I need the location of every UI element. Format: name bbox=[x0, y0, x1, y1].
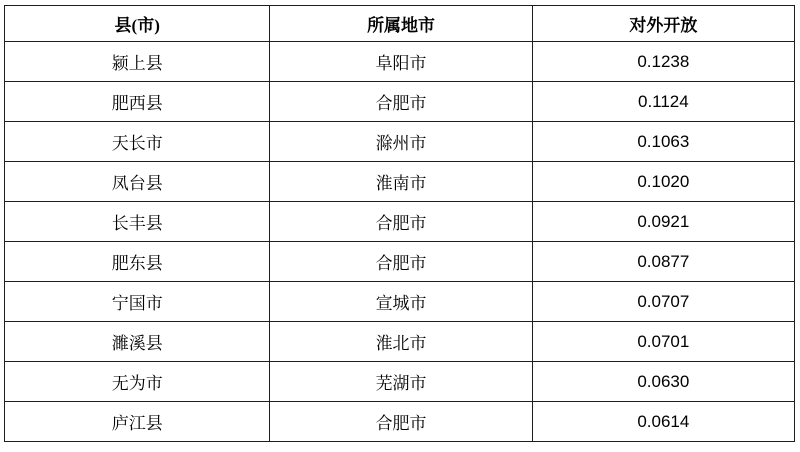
table-row bbox=[5, 162, 795, 202]
value-cell: 0.1063 bbox=[532, 122, 794, 162]
city-cell: 滁州市 bbox=[270, 122, 532, 162]
city-cell: 合肥市 bbox=[270, 82, 532, 122]
table-row bbox=[5, 242, 795, 282]
table-row bbox=[5, 122, 795, 162]
county-cell: 天长市 bbox=[5, 122, 270, 162]
city-cell: 合肥市 bbox=[270, 202, 532, 242]
city-cell: 宣城市 bbox=[270, 282, 532, 322]
county-cell: 濉溪县 bbox=[5, 322, 270, 362]
county-cell: 颍上县 bbox=[5, 42, 270, 82]
value-cell: 0.0701 bbox=[532, 322, 794, 362]
county-cell: 肥东县 bbox=[5, 242, 270, 282]
city-cell: 芜湖市 bbox=[270, 362, 532, 402]
table-row bbox=[5, 322, 795, 362]
value-cell: 0.0707 bbox=[532, 282, 794, 322]
table-row bbox=[5, 282, 795, 322]
value-cell: 0.0921 bbox=[532, 202, 794, 242]
county-cell: 凤台县 bbox=[5, 162, 270, 202]
value-cell: 0.0630 bbox=[532, 362, 794, 402]
openness-table bbox=[4, 5, 795, 442]
city-cell: 阜阳市 bbox=[270, 42, 532, 82]
header-county: 县(市) bbox=[5, 6, 270, 42]
table-row bbox=[5, 82, 795, 122]
header-openness: 对外开放 bbox=[532, 6, 794, 42]
value-cell: 0.1020 bbox=[532, 162, 794, 202]
county-cell: 无为市 bbox=[5, 362, 270, 402]
table-row bbox=[5, 362, 795, 402]
city-cell: 淮北市 bbox=[270, 322, 532, 362]
county-cell: 肥西县 bbox=[5, 82, 270, 122]
value-cell: 0.1124 bbox=[532, 82, 794, 122]
table-row bbox=[5, 42, 795, 82]
table-row bbox=[5, 202, 795, 242]
table-row bbox=[5, 402, 795, 442]
city-cell: 淮南市 bbox=[270, 162, 532, 202]
county-cell: 庐江县 bbox=[5, 402, 270, 442]
value-cell: 0.0877 bbox=[532, 242, 794, 282]
header-row bbox=[5, 6, 795, 42]
county-cell: 长丰县 bbox=[5, 202, 270, 242]
header-city: 所属地市 bbox=[270, 6, 532, 42]
value-cell: 0.1238 bbox=[532, 42, 794, 82]
county-cell: 宁国市 bbox=[5, 282, 270, 322]
value-cell: 0.0614 bbox=[532, 402, 794, 442]
city-cell: 合肥市 bbox=[270, 242, 532, 282]
city-cell: 合肥市 bbox=[270, 402, 532, 442]
